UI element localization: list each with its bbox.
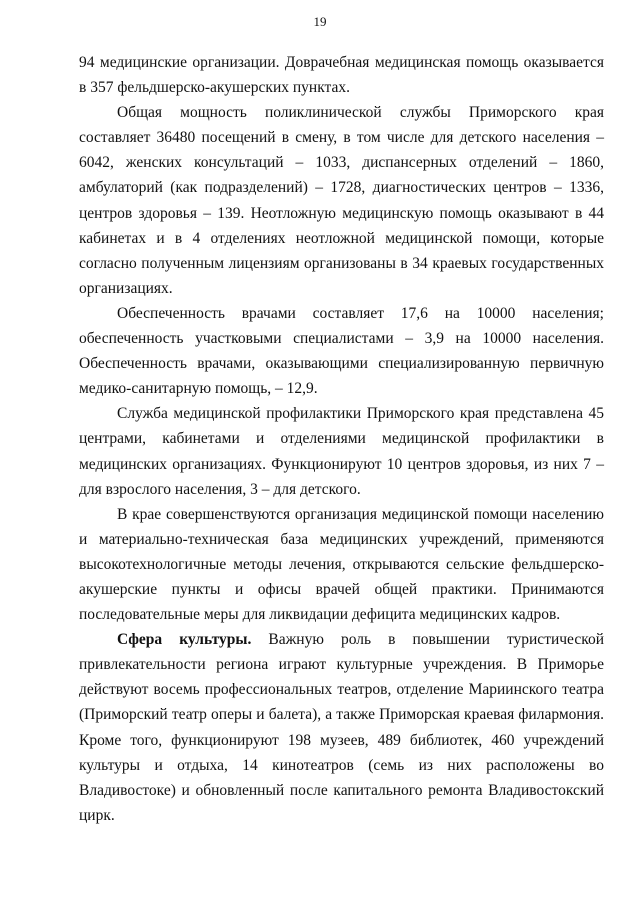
document-body — [79, 50, 604, 828]
section-heading-culture: Сфера культуры. — [117, 631, 252, 649]
paragraph-culture-text: Важную роль в повышении туристической привлекательности региона играют культурные учреждения. В Приморье действуют восемь профессиональных театров, отделение Мариинского театра (Приморский театр оперы и балета), а также Приморская краевая филармония. Кроме того, функционируют 198 музеев, 489 библиотек, 460 учреждений культуры и отдыха, 14 кинотеатров (семь из них расположены во Владивостоке) и обновленный после капитального ремонта Владивостокский цирк. — [79, 631, 604, 824]
paragraph-doctor-availability: Обеспеченность врачами составляет 17,6 на 10000 населения; обеспеченность участковыми специалистами – 3,9 на 10000 населения. Обеспеченность врачами, оказывающими специализированную первичную медико-санитарную помощь, – 12,9. — [79, 304, 604, 398]
paragraph-polyclinic-capacity: Общая мощность поликлинической службы Приморского края составляет 36480 посещений в смену, в том числе для детского населения – 6042, женских консультаций – 1033, диспансерных отделений – 1860, амбулаторий (как подразделений) – 1728, диагностических центров – 1336, центров здоровья – 139. Неотложную медицинскую помощь оказывают в 44 кабинетах и в 4 отделениях неотложной медицинской помощи, которые согласно полученным лицензиям организованы в 34 краевых государственных организациях. — [79, 104, 604, 297]
paragraph-culture — [79, 627, 604, 828]
paragraph-medical-organizations: 94 медицинские организации. Доврачебная медицинская помощь оказывается в 357 фельдшерско-акушерских пунктах. — [79, 54, 604, 97]
page-number: 19 — [313, 14, 327, 29]
paragraph-healthcare-improvement: В крае совершенствуются организация медицинской помощи населению и материально-техническая база медицинских учреждений, применяются высокотехнологичные методы лечения, открываются сельские фельдшерско-акушерские пункты и офисы врачей общей практики. Принимаются последовательные меры для ликвидации дефицита медицинских кадров. — [79, 505, 604, 624]
paragraph-prevention-service: Служба медицинской профилактики Приморского края представлена 45 центрами, кабинетами и отделениями медицинской профилактики в медицинских организациях. Функционируют 10 центров здоровья, из них 7 – для взрослого населения, 3 – для детского. — [79, 405, 604, 498]
